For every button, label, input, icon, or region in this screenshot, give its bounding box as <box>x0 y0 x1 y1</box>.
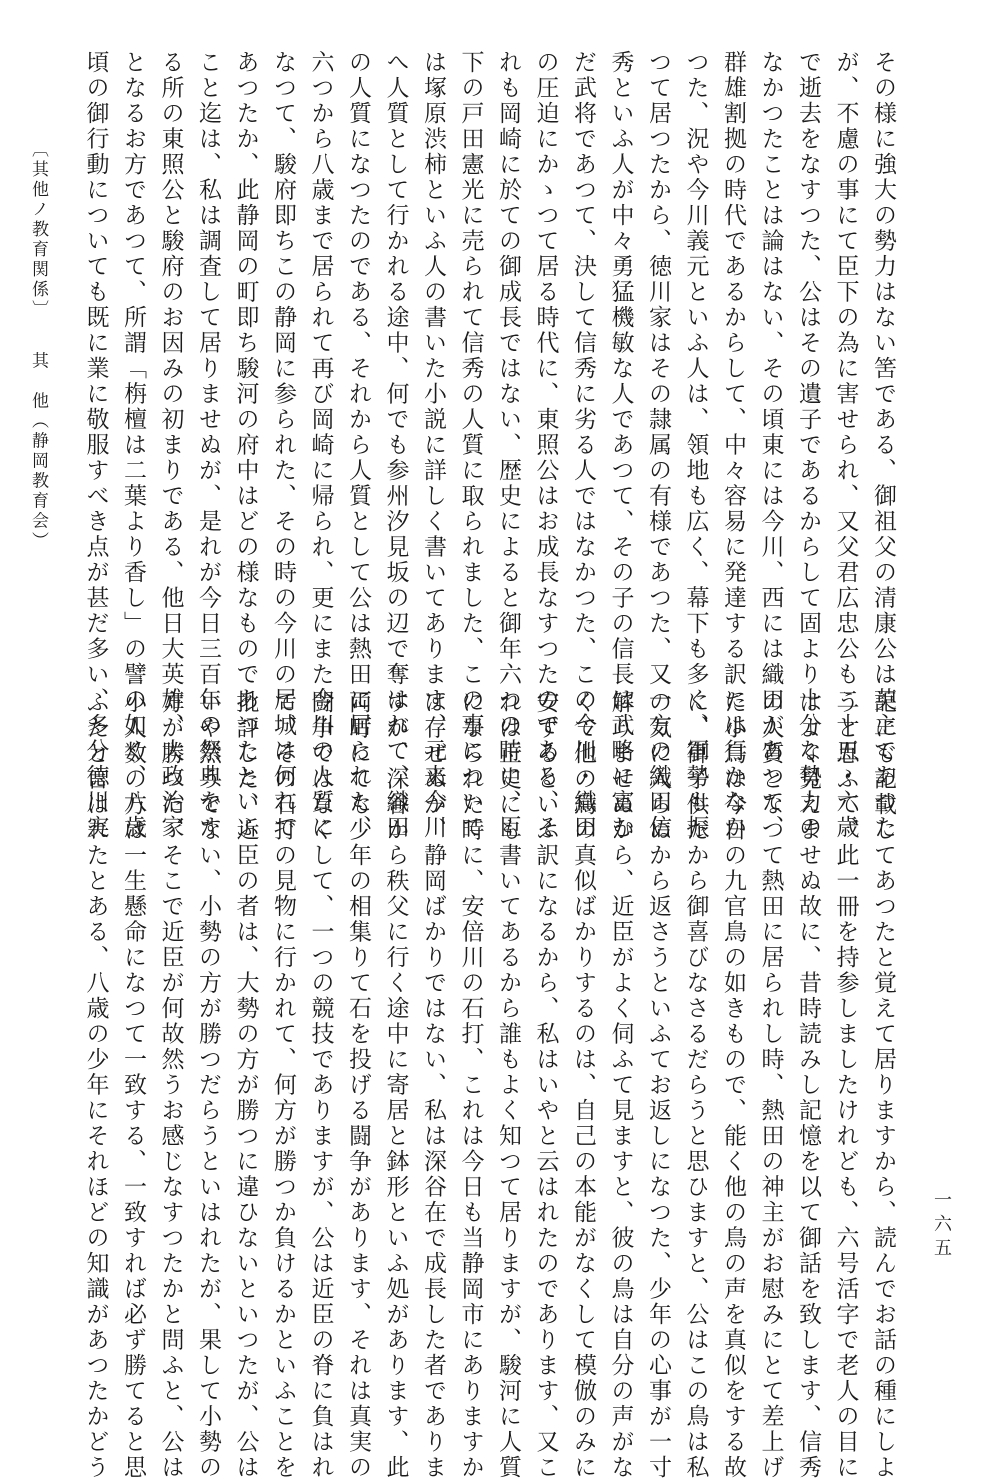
text-column: つた、況や今川義元といふ人は、領地も広く、幕下も多く、軍勢も振 <box>682 50 709 841</box>
text-column: くて他の鳥の真似ばかりするのは、自己の本能がなくして模倣のみに <box>570 690 596 1481</box>
text-column: こと迄は、私は調査して居りませぬが、是れが今日三百年の祭典をす <box>195 50 221 841</box>
text-column: 秀といふ人が中々勇猛機敏な人であつて、その子の信長は武略に富む <box>607 50 634 841</box>
text-column: の気に入らぬから返さうといふてお返しになつた、少年の心事が一寸 <box>645 690 671 1481</box>
text-column: だ武将であつて、決して信秀に劣る人ではなかつた、この今川・織田 <box>570 50 596 841</box>
text-column: あつたか、此静岡の町即ち駿河の府中はどの様なものであつたといふ <box>232 50 259 841</box>
text-column: 頃の御行動についても既に業に敬服すべき点が甚だ多い、多分徳川実 <box>82 50 109 841</box>
text-column: その様に強大の勢力はない筈である、御祖父の清康公は英主であつた <box>870 50 896 841</box>
text-column: が、不慮の事にて臣下の為に害せられ、又父君広忠公も二十五・六歳 <box>832 50 859 841</box>
text-column: いや然うでない、小勢の方が勝つだらうといはれたが、果して小勢の <box>195 690 221 1481</box>
text-column: に、御子供だから御喜びなさるだらうと思ひますと、公はこの鳥は私 <box>682 690 709 1481</box>
text-column: は存ぜぬが、静岡ばかりではない、私は深谷在で成長した者でありま <box>420 690 446 1481</box>
text-column: て、その石打の見物に行かれて、何方が勝つか負けるかといふことを <box>270 690 296 1481</box>
text-column: る所の東照公と駿府のお因みの初まりである、他日大英雄、大政治家 <box>157 50 184 841</box>
text-column: ふたと言はれたとある、八歳の少年にそれほどの知識があつたかどう <box>82 690 109 1481</box>
text-column: 批評した、近臣の者は、大勢の方が勝つに違ひないといつたが、公は <box>232 690 259 1481</box>
page-number: 一六五 <box>931 1190 952 1262</box>
text-column: 六つから八歳まで居られて再び岡崎に帰られ、更にまた今川の人質に <box>307 50 334 841</box>
text-column: で逝去をなすつた、公はその遺子であるからして固より十分な勢力の <box>795 50 821 841</box>
text-column: 両町にても少年の相集りて石を投げる闘争があります、それは真実の <box>345 690 371 1481</box>
text-column: は塚原渋柿といふ人の書いた小説に詳しく書いてあります、元来今川 <box>420 50 446 841</box>
text-column: になられた時に、安倍川の石打、これは今日も当静岡市にありますか <box>457 690 484 1481</box>
text-column: へ人質として行かれる途中、何でも参州汐見坂の辺で奪はれて、織田 <box>382 50 409 841</box>
text-column: 方が勝つた、そこで近臣が何故然うお感じなすつたかと問ふと、公は <box>157 690 184 1481</box>
text-column: 安ずるといふ訳になるから、私はいやと云はれたのであります、又こ <box>532 690 559 1481</box>
text-column: れは正史にも書いてあるから誰もよく知つて居りますが、駿河に人質 <box>495 690 521 1481</box>
text-column: つて居つたから、徳川家はその隷属の有様であつた、又一方の織田信 <box>645 50 671 841</box>
text-column: 記にも記載してあつたと覚えて居りますから、読んでお話の種にしよ <box>870 690 896 1481</box>
text-column: なかつたことは論はない、その頃東には今川、西には織田があつて、 <box>757 50 784 841</box>
text-column: の人質になつたのである、それから人質として公は熱田に居られた、 <box>345 50 371 841</box>
text-column: の圧迫にかゝつて居る時代に、東照公はお成長なすつたのである、そ <box>532 50 559 841</box>
text-column: 闘争ではなくして、一つの競技でありますが、公は近臣の脊に負はれ <box>307 690 334 1481</box>
text-column: 解りませぬから、近臣がよく伺ふて見ますと、彼の鳥は自分の声がな <box>607 690 634 1481</box>
text-column: の人質となつて熱田に居られし時、熱田の神主がお慰みにとて差上げ <box>757 690 784 1481</box>
text-column: 群雄割拠の時代であるからして、中々容易に発達する訳には行かなか <box>720 50 746 841</box>
text-column: となるお方であつて、所謂「栴檀は二葉より香し」の譬の如く、八歳 <box>120 50 146 841</box>
running-header: 〔其他ノ教育関係〕 其 他（静岡教育会） <box>28 140 48 552</box>
text-column: れも岡崎に於ての御成長ではない、歴史によると御年六つの時に、臣 <box>495 50 521 841</box>
text-column: はよく見えませぬ故に、昔時読みし記憶を以て御話を致します、信秀 <box>795 690 821 1481</box>
text-column: 下の戸田憲光に売られて信秀の人質に取られました、この事について <box>457 50 484 841</box>
text-column: 小人数の方は一生懸命になつて一致する、一致すれば必ず勝てると思 <box>120 690 146 1481</box>
text-column: すが、深谷から秩父に行く途中に寄居と鉢形といふ処があります、此 <box>382 690 409 1481</box>
text-column: うと思ふて、此一冊を持参しましたけれども、六号活字で老人の目に <box>832 690 859 1481</box>
text-column: なつて、駿府即ちこの静岡に参られた、その時の今川の居城は何れで <box>270 50 296 841</box>
text-column: た小鳥は今日の九官鳥の如きもので、能く他の鳥の声を真似をする故 <box>720 690 746 1481</box>
